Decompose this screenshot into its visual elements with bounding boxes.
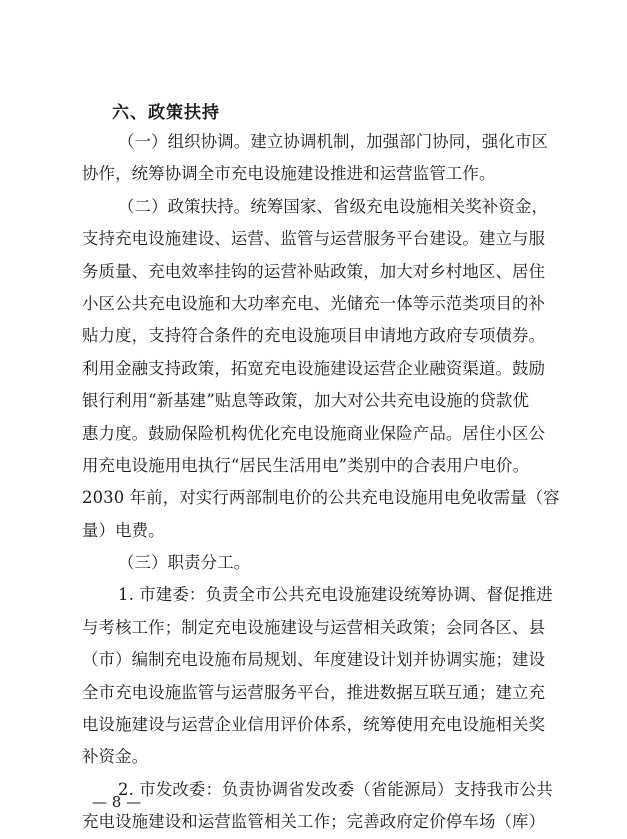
page-number: — 8 — bbox=[92, 793, 142, 811]
paragraph-line: 2. 市发改委：负责协调省发改委（省能源局）支持我市公共 bbox=[118, 779, 553, 799]
paragraph-line: 量）电费。 bbox=[82, 520, 165, 540]
paragraph-line: （三）职责分工。 bbox=[118, 553, 251, 573]
paragraph-line: （二）政策扶持。统筹国家、省级充电设施相关奖补资金， bbox=[118, 196, 549, 216]
paragraph-line: 1. 市建委：负责全市公共充电设施建设统筹协调、督促推进 bbox=[118, 585, 553, 605]
paragraph-line: 惠力度。鼓励保险机构优化充电设施商业保险产品。居住小区公 bbox=[82, 423, 546, 443]
paragraph-line: 用充电设施用电执行“居民生活用电”类别中的合表用户电价。 bbox=[82, 455, 530, 475]
paragraph-line: （一）组织协调。建立协调机制，加强部门协同，强化市区 bbox=[118, 132, 549, 151]
paragraph-line: 务质量、充电效率挂钩的运营补贴政策，加大对乡村地区、居住 bbox=[82, 261, 546, 281]
paragraph-line: 支持充电设施建设、运营、监管与运营服务平台建设。建立与服 bbox=[82, 229, 546, 249]
paragraph-line: 利用金融支持政策，拓宽充电设施建设运营企业融资渠道。鼓励 bbox=[82, 358, 546, 378]
paragraph-line: 贴力度，支持符合条件的充电设施项目申请地方政府专项债券。 bbox=[82, 326, 546, 346]
section-heading: 六、政策扶持 bbox=[112, 103, 220, 123]
paragraph-line: 协作，统筹协调全市充电设施建设推进和运营监管工作。 bbox=[82, 164, 496, 184]
paragraph-line: 充电设施建设和运营监管相关工作；完善政府定价停车场（库） bbox=[82, 812, 546, 832]
paragraph-line: 小区公共充电设施和大功率充电、光储充一体等示范类项目的补 bbox=[82, 293, 546, 313]
paragraph-line: 全市充电设施监管与运营服务平台，推进数据互联互通；建立充 bbox=[82, 682, 546, 702]
paragraph-line: 电设施建设与运营企业信用评价体系，统筹使用充电设施相关奖 bbox=[82, 715, 546, 735]
paragraph-line: 与考核工作；制定充电设施建设与运营相关政策；会同各区、县 bbox=[82, 617, 546, 637]
paragraph-line: 补资金。 bbox=[82, 747, 149, 767]
paragraph-line: 银行利用“新基建”贴息等政策，加大对公共充电设施的贷款优 bbox=[82, 391, 530, 411]
paragraph-line: 2030 年前，对实行两部制电价的公共充电设施用电免收需量（容 bbox=[82, 488, 560, 508]
paragraph-line: （市）编制充电设施布局规划、年度建设计划并协调实施；建设 bbox=[82, 650, 546, 670]
body-text bbox=[82, 126, 560, 839]
